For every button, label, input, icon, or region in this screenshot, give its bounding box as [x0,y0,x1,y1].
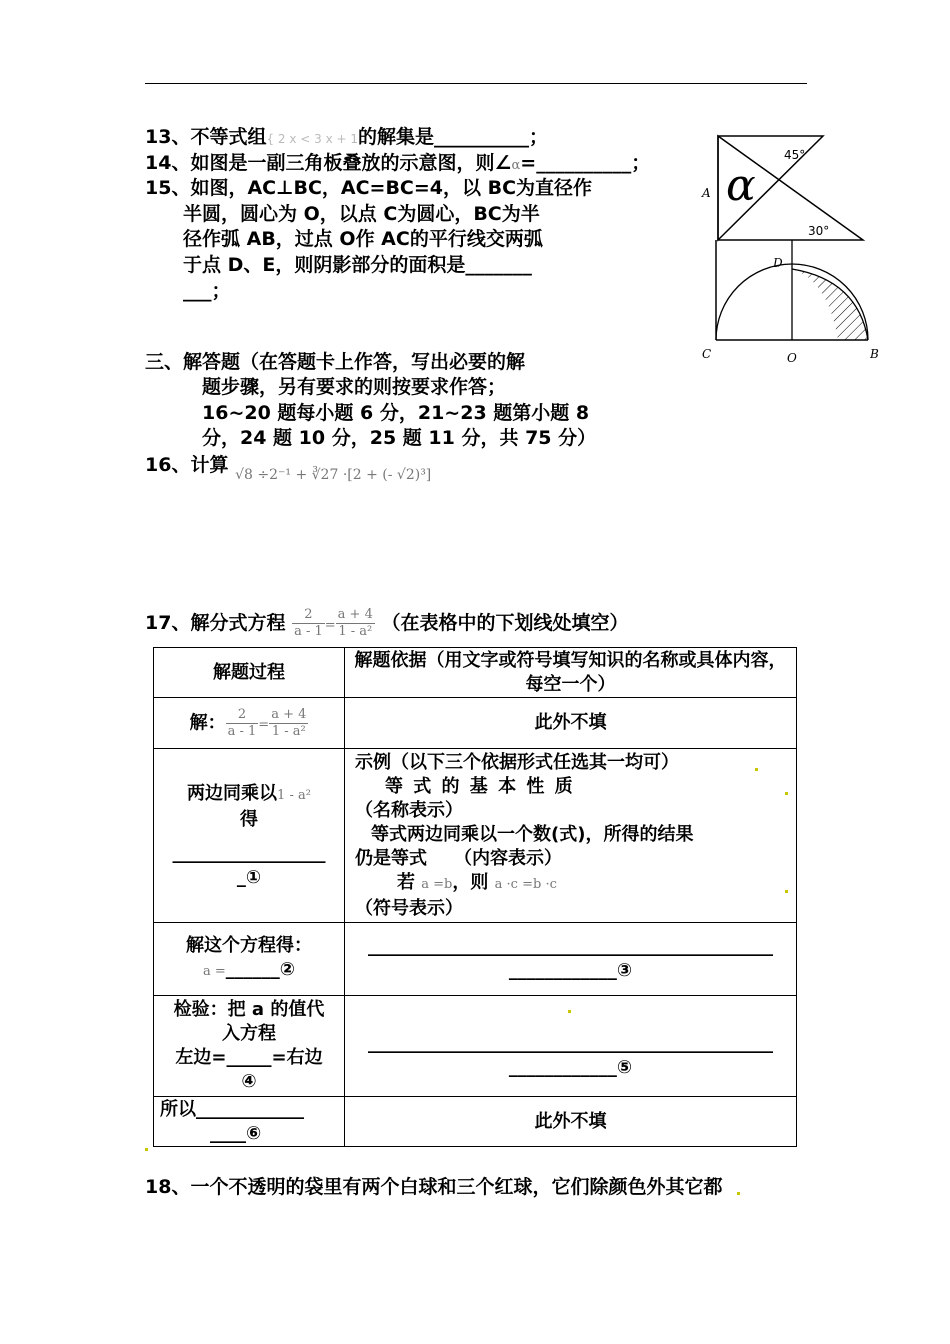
row2-if: 若 [397,871,415,893]
q15-line-2: 半圆，圆心为 O，以点 C为圆心，BC为半 [183,203,540,225]
solution-table [153,647,797,1147]
row1-frac-left-num: 2 [237,706,247,722]
row4-into-equation: 入方程 [222,1023,276,1044]
section3-line-4: 分，24 题 10 分，25 题 11 分，共 75 分） [202,427,597,449]
q17-frac-right [336,607,375,640]
stray-dot [785,792,788,795]
row3-blank-3: ____________③ [508,960,633,981]
row2-get-text: 得 [240,808,258,830]
row2-property-name: 等 式 的 基 本 性 质 [385,775,573,797]
header-right: 解题依据（用文字或符号填写知识的名称或具体内容，每空一个） [345,648,797,698]
table-row-2 [154,749,797,923]
row3-right [345,923,797,996]
q14-blank: __________ [536,152,632,174]
row5-left [154,1097,345,1147]
stray-dot [785,890,788,893]
row2-then: ，则 [452,871,489,893]
point-d-label: D [773,256,783,270]
row2-multiply-text: 两边同乘以 [187,782,278,804]
row4-mark-4: ④ [241,1071,257,1092]
q17-frac-right-den: 1 - a² [336,623,375,640]
question-13 [145,124,548,152]
section3-line-2: 题步骤，另有要求的则按要求作答； [202,376,507,398]
q14-text: 14、如图是一副三角板叠放的示意图，则∠ [145,152,512,174]
q14-end: ； [631,152,651,174]
row4-left-right: 左边=_____=右边 [175,1047,323,1068]
question-16 [145,452,431,488]
q13-blank: __________ [434,126,530,148]
q17-label: 17、解分式方程 [145,612,286,634]
row3-solve-text: 解这个方程得： [186,935,312,956]
row2-a-eq-b: a =b [421,876,453,892]
angle-30-label: 30° [808,224,830,238]
row1-frac-left [226,707,259,740]
row1-frac-right-den: 1 - a² [269,723,308,740]
q13-inequality-system: { 2 x < 3 x + 1 [266,132,359,146]
q16-expression: √8 ÷2⁻¹ + ∛27 ·[2 + (- √2)³] [235,467,432,483]
row4-check-text: 检验：把 a 的值代 [173,999,325,1020]
row3-blank-2: ______② [225,959,296,980]
row2-mark-1: _① [236,866,262,888]
q16-label: 16、计算 [145,454,229,476]
stray-dot [145,1148,148,1151]
q15-line-1: 15、如图，AC⊥BC，AC=BC=4，以 BC为直径作 [145,177,593,199]
stray-dot [755,768,758,771]
row3-answer-line: _____________________________________________ [368,936,773,957]
row4-left [154,996,345,1097]
question-18: 18、一个不透明的袋里有两个白球和三个红球，它们除颜色外其它都 [145,1176,723,1198]
q17-frac-left-den: a - 1 [294,624,323,639]
row1-right: 此外不填 [345,698,797,749]
row1-frac-right-num: a + 4 [271,706,307,722]
row4-answer-line: _____________________________________________ [368,1033,773,1054]
row5-right: 此外不填 [345,1097,797,1147]
q15-line-3: 径作弧 AB，过点 O作 AC的平行线交两弧 [183,228,543,250]
alpha-label: α [726,160,756,211]
q17-frac-left-num: 2 [304,607,313,622]
point-b-label: B [870,347,879,361]
table-row-5 [154,1097,797,1147]
shaded-region [792,269,868,340]
q13-text: 13、不等式组 [145,126,267,148]
q17-equals: = [324,618,336,633]
row2-left [154,749,345,923]
q15-line-5: ___； [183,280,231,302]
header-rule [145,83,807,84]
row2-ac-eq-bc: a ·c =b ·c [494,876,557,892]
point-o-label: O [787,351,797,365]
row2-content-line1: 等式两边同乘以一个数(式)，所得的结果 [371,823,694,845]
section3-line-1: 三、解答题（在答题卡上作答，写出必要的解 [145,351,526,373]
table-header-row [154,648,797,698]
header-left: 解题过程 [154,648,345,698]
point-a-label: A [702,186,711,200]
q17-tail: （在表格中的下划线处填空） [381,612,629,634]
row5-so-text: 所以____________ [160,1098,304,1120]
row2-symbol-form: （符号表示） [355,897,463,919]
row2-name-form: （名称表示） [355,799,463,821]
q13-end: ； [529,126,549,148]
row2-example: 示例（以下三个依据形式任选其一均可） [355,751,679,773]
row4-blank-5: ____________⑤ [508,1057,633,1078]
row2-left-line1 [160,782,338,808]
row3-left [154,923,345,996]
q17-frac-left [292,607,325,640]
point-c-label: C [702,347,712,361]
table-row-1 [154,698,797,749]
section3-line-3: 16~20 题每小题 6 分，21~23 题第小题 8 [202,402,590,424]
row2-multiplier: 1 - a² [277,787,311,803]
question-17 [145,607,629,642]
row2-right [345,749,797,923]
stray-dot [737,1192,740,1195]
table-row-4 [154,996,797,1097]
row2-symbol-line [355,871,790,897]
stray-dot [568,1010,571,1013]
angle-45-label: 45° [784,148,806,162]
row5-blank-6: ____⑥ [210,1122,262,1144]
row1-left-label: 解： [189,712,226,733]
table-row-3 [154,923,797,996]
row1-frac-left-den: a - 1 [227,723,257,739]
row1-left [154,698,345,749]
q14-alpha: α [511,158,521,173]
q14-eq: = [520,152,537,174]
row2-blank: _________________ [172,842,326,864]
row3-a-eq: a = [202,964,226,979]
q15-line-4: 于点 D、E，则阴影部分的面积是_______ [183,254,532,276]
row1-frac-right [269,707,308,740]
row1-equals: = [258,717,270,732]
row2-content-line2: 仍是等式 （内容表示） [355,847,562,869]
q17-frac-right-num: a + 4 [337,607,373,622]
q13-text-after: 的解集是 [358,126,435,148]
geometry-figure [698,130,898,370]
